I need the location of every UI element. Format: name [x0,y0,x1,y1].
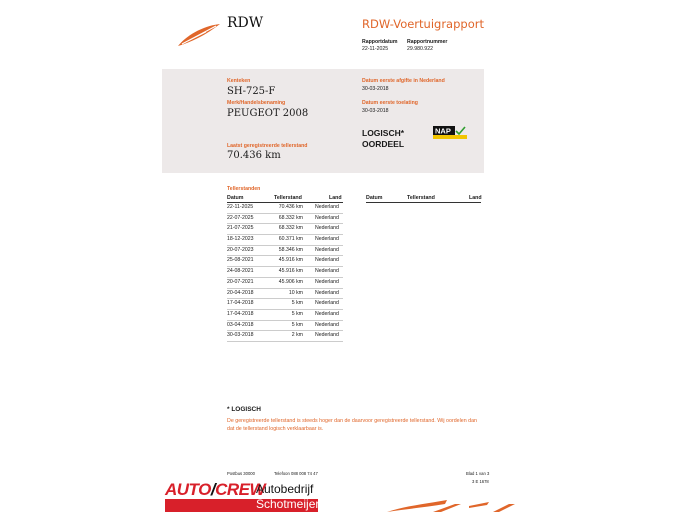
rapportdatum-value: 22-11-2025 [362,46,389,52]
cell-tellerstand: 45.916 km [278,268,303,275]
cell-land: Nederland [315,300,339,307]
table-body [227,203,343,342]
eerste-afgifte-value: 30-03-2018 [362,86,389,92]
merk-label: Merk/Handelsbenaming [227,100,286,106]
cell-datum: 18-12-2023 [227,236,254,243]
right-col-datum: Datum [366,195,383,201]
right-table-header [366,195,481,203]
cell-land: Nederland [315,236,339,243]
cell-tellerstand: 5 km [291,300,303,307]
rdw-logo-icon [176,22,222,48]
table-row [227,331,343,342]
kenteken-value: SH-725-F [227,86,276,97]
cell-datum: 24-08-2021 [227,268,254,275]
eerste-toelating-label: Datum eerste toelating [362,100,418,106]
table-row [227,224,343,235]
table-row [227,310,343,321]
tellerstanden-table [227,195,343,342]
cell-datum: 20-07-2023 [227,246,254,253]
table-row [227,235,343,246]
vehicle-info-panel [162,69,484,173]
cell-datum: 17-04-2018 [227,310,254,317]
table-row [227,289,343,300]
table-header [227,195,343,203]
footer-postbus: Postbus 30000 [227,471,255,476]
cell-tellerstand: 10 km [288,289,303,296]
cell-datum: 22-07-2025 [227,214,254,221]
col-datum: Datum [227,195,244,201]
nap-badge-icon [433,126,467,139]
cell-datum: 22-11-2025 [227,204,254,210]
tellerstanden-title: Tellerstanden [227,186,261,192]
cell-land: Nederland [315,310,339,317]
footer-code: 3 E 1678 [472,479,489,484]
cell-land: Nederland [315,289,339,296]
table-row [227,299,343,310]
table-row [227,203,343,214]
cell-datum: 17-04-2018 [227,300,254,307]
cell-datum: 30-03-2018 [227,332,254,339]
cell-datum: 03-04-2018 [227,321,254,328]
teller-label: Laatst geregistreerde tellerstand [227,143,308,149]
rapportnummer-label: Rapportnummer [407,39,448,45]
table-row [227,267,343,278]
cell-land: Nederland [315,246,339,253]
footer-telefoon: Telefoon 088 008 74 47 [274,471,318,476]
cell-land: Nederland [315,321,339,328]
cell-land: Nederland [315,225,339,232]
oordeel-label: LOGISCH* OORDEEL [362,128,405,149]
autocrew-dealer-logo [165,480,318,512]
cell-tellerstand: 5 km [291,310,303,317]
right-col-land: Land [469,195,482,201]
footer-blad: Blad 1 van 3 [466,471,490,476]
cell-tellerstand: 45.906 km [278,278,303,285]
eerste-toelating-value: 30-03-2018 [362,108,389,114]
footnote-text: De geregistreerde tellerstand is steeds hoger dan de daarvoor geregistreerde tellerstand. Wij oordelen dan dat de tellerstand logisch verklaarbaar is. [227,418,477,432]
merk-value: PEUGEOT 2008 [227,108,309,119]
cell-datum: 20-04-2018 [227,289,254,296]
cell-tellerstand: 45.916 km [278,257,303,264]
cell-land: Nederland [315,257,339,264]
cell-datum: 21-07-2025 [227,225,254,232]
rapportdatum-label: Rapportdatum [362,39,398,45]
cell-land: Nederland [315,268,339,275]
table-row [227,256,343,267]
rapportnummer-value: 29.980.922 [407,46,433,52]
cell-tellerstand: 60.371 km [278,236,303,243]
cell-land: Nederland [315,214,339,221]
autocrew-wordmark: AUTO/CREW [165,480,266,499]
cell-land: Nederland [315,332,339,339]
eerste-afgifte-label: Datum eerste afgifte in Nederland [362,78,445,84]
report-title: RDW-Voertuigrapport [362,17,484,31]
cell-datum: 25-08-2021 [227,257,254,264]
cell-tellerstand: 68.332 km [278,225,303,232]
cell-tellerstand: 2 km [291,332,303,339]
cell-tellerstand: 58.346 km [278,246,303,253]
cell-land: Nederland [315,204,339,210]
brand-name: RDW [227,15,264,31]
table-row [227,321,343,332]
table-row [227,214,343,225]
cell-datum: 20-07-2021 [227,278,254,285]
table-row [227,278,343,289]
col-land: Land [329,195,342,201]
cell-tellerstand: 68.332 km [278,214,303,221]
col-tellerstand: Tellerstand [274,195,302,201]
table-row [227,246,343,257]
cell-tellerstand: 5 km [291,321,303,328]
teller-value: 70.436 km [227,150,281,161]
cell-land: Nederland [315,278,339,285]
dealer-line2: Schotmeijer [256,497,320,511]
right-col-tellerstand: Tellerstand [407,195,435,201]
footnote-title: * LOGISCH [227,406,261,413]
svg-text:NAP: NAP [435,126,451,136]
decorative-swoosh-icon [385,494,525,514]
dealer-line1: Autobedrijf [256,482,314,496]
cell-tellerstand: 70.436 km [278,204,303,210]
kenteken-label: Kenteken [227,78,251,84]
